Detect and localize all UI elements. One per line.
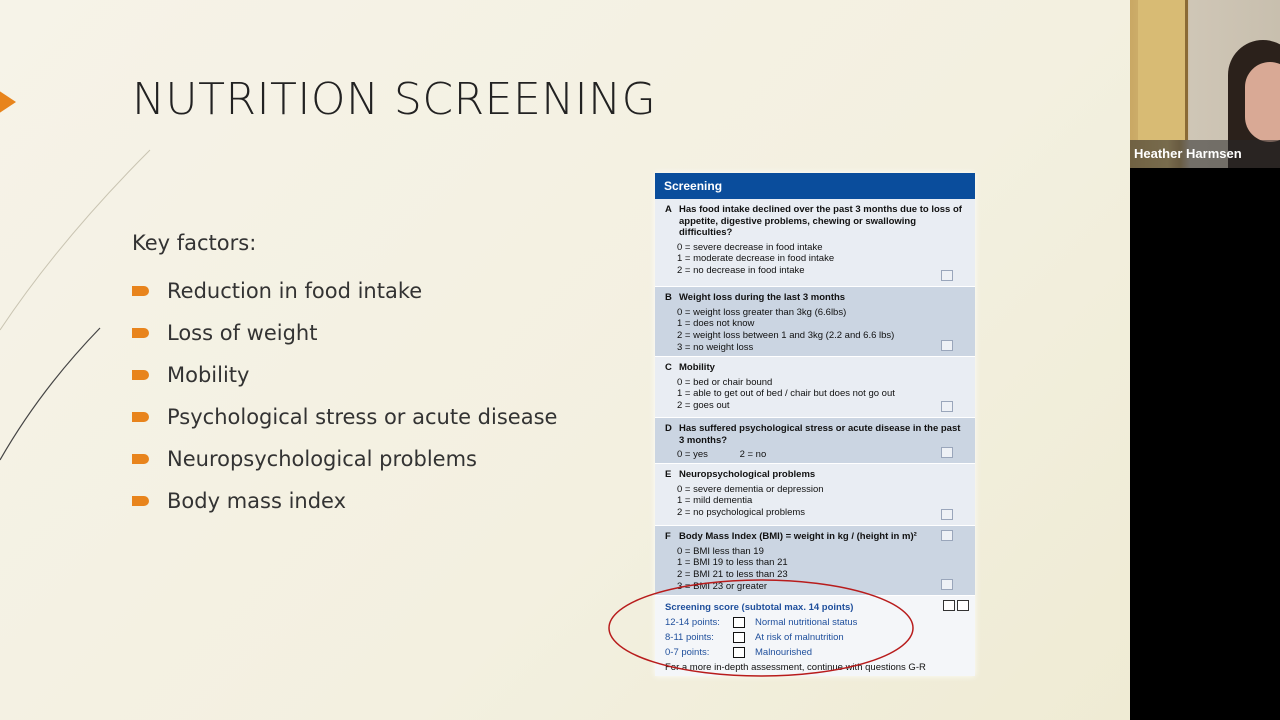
item-letter: B	[665, 292, 672, 303]
bullet-icon	[132, 370, 149, 380]
item-option: 0 = weight loss greater than 3kg (6.6lbs)	[677, 306, 847, 318]
bullet-text: Body mass index	[167, 489, 347, 513]
slide-title: NUTRITION SCREENING	[132, 74, 657, 125]
score-box	[943, 600, 955, 611]
range-points: 0-7 points:	[665, 647, 710, 658]
item-option: 0 = severe dementia or depression	[677, 483, 824, 495]
item-question: Has suffered psychological stress or acute disease in the past 3 months?	[679, 423, 961, 446]
answer-box	[941, 579, 953, 590]
screening-item-d	[655, 418, 975, 464]
answer-box	[941, 447, 953, 458]
bullet-text: Loss of weight	[167, 321, 318, 345]
answer-box	[941, 530, 953, 541]
answer-box	[941, 270, 953, 281]
screening-item-a	[655, 199, 975, 287]
range-points: 8-11 points:	[665, 632, 714, 643]
participant-name: Heather Harmsen	[1130, 140, 1280, 168]
range-label: At risk of malnutrition	[755, 632, 844, 643]
item-option: 3 = BMI 23 or greater	[677, 580, 768, 592]
bullet-item	[132, 354, 557, 396]
item-letter: D	[665, 423, 672, 434]
range-points: 12-14 points:	[665, 617, 720, 628]
bullet-text: Psychological stress or acute disease	[167, 405, 558, 429]
item-option: 1 = able to get out of bed / chair but does not go out	[677, 388, 895, 400]
bullet-text: Reduction in food intake	[167, 279, 423, 303]
key-factors-label: Key factors:	[132, 231, 257, 255]
item-letter: F	[665, 531, 671, 542]
item-option: 2 = no psychological problems	[677, 507, 806, 519]
participant-video-tile[interactable]	[1130, 0, 1280, 168]
item-option: 2 = BMI 21 to less than 23	[677, 569, 788, 581]
answer-box	[941, 509, 953, 520]
item-question: Weight loss during the last 3 months	[679, 292, 846, 303]
bullet-icon	[132, 412, 149, 422]
bullet-item	[132, 480, 557, 522]
score-box	[957, 600, 969, 611]
item-question: Mobility	[679, 362, 715, 373]
bullet-item	[132, 312, 557, 354]
bullet-icon	[132, 454, 149, 464]
bullet-text: Neuropsychological problems	[167, 447, 477, 471]
item-option: 2 = weight loss between 1 and 3kg (2.2 and 6.6 lbs)	[677, 330, 895, 342]
answer-box	[941, 401, 953, 412]
screening-item-c	[655, 357, 975, 418]
bullet-item	[132, 396, 557, 438]
range-label: Normal nutritional status	[755, 617, 858, 628]
bullet-icon	[132, 286, 149, 296]
bullet-text: Mobility	[167, 363, 250, 387]
item-option: 0 = bed or chair bound	[677, 376, 773, 388]
score-title: Screening score (subtotal max. 14 points)	[665, 602, 854, 613]
bullet-item	[132, 438, 557, 480]
bullet-icon	[132, 328, 149, 338]
item-question: Neuropsychological problems	[679, 469, 816, 480]
item-question: Has food intake declined over the past 3 months due to loss of appetite, digestive problems, chewing or swallowing difficulties?	[679, 204, 962, 238]
red-ellipse-annotation	[606, 578, 921, 682]
item-question: Body Mass Index (BMI) = weight in kg / (height in m)²	[679, 531, 917, 542]
bullet-list	[132, 270, 557, 522]
item-option: 0 = severe decrease in food intake	[677, 241, 823, 253]
item-option: 2 = no decrease in food intake	[677, 265, 805, 277]
item-letter: E	[665, 469, 672, 480]
item-option: 1 = does not know	[677, 318, 755, 330]
item-option: 1 = moderate decrease in food intake	[677, 253, 835, 265]
answer-box	[941, 340, 953, 351]
item-option: 3 = no weight loss	[677, 341, 754, 353]
item-letter: C	[665, 362, 672, 373]
item-option: 1 = mild dementia	[677, 495, 753, 507]
video-background	[1138, 0, 1188, 140]
participant-face	[1245, 62, 1280, 142]
item-option: 0 = yes 2 = no	[677, 449, 767, 460]
score-footer: For a more in-depth assessment, continue with questions G-R	[665, 662, 926, 673]
range-label: Malnourished	[755, 647, 813, 658]
form-header: Screening	[655, 173, 975, 199]
item-option: 0 = BMI less than 19	[677, 545, 764, 557]
item-option: 1 = BMI 19 to less than 21	[677, 557, 788, 569]
bullet-icon	[132, 496, 149, 506]
screening-item-e	[655, 464, 975, 526]
item-letter: A	[665, 204, 672, 215]
screening-item-b	[655, 287, 975, 357]
bullet-item	[132, 270, 557, 312]
item-option: 2 = goes out	[677, 400, 730, 412]
